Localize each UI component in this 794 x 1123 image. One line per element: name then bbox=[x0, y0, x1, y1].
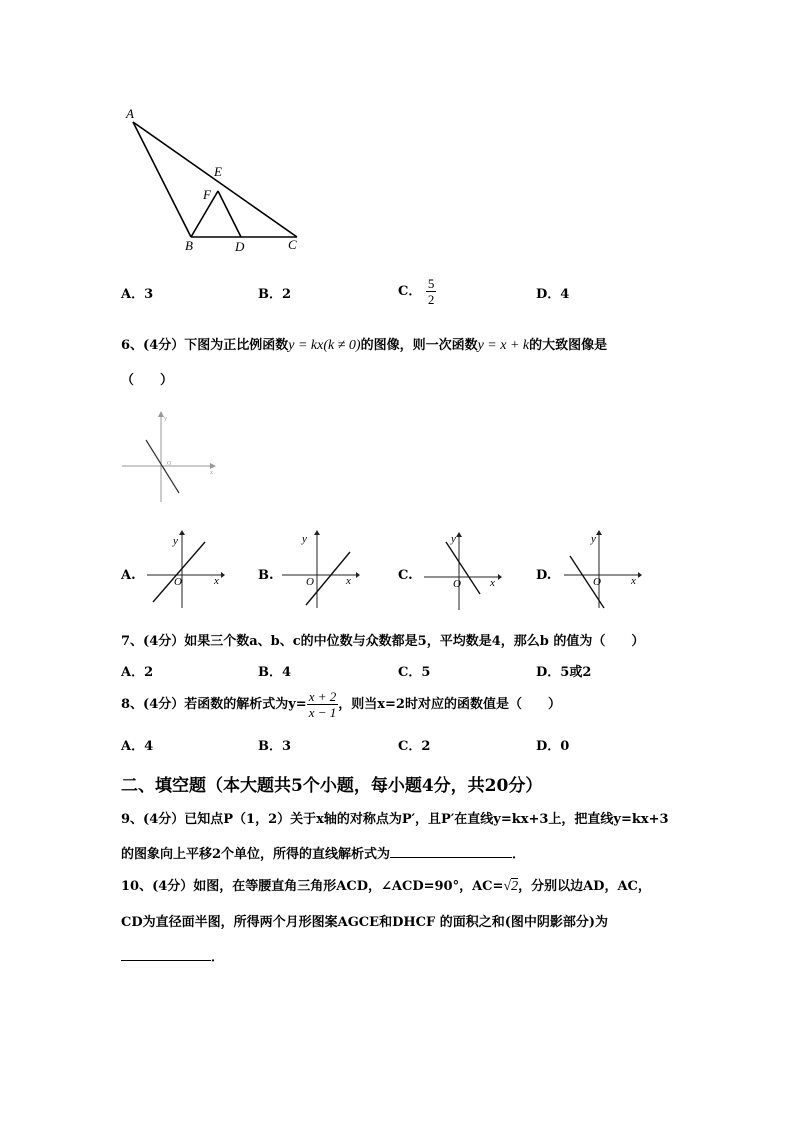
origin-label: O bbox=[174, 576, 182, 588]
label-D: D bbox=[235, 239, 245, 254]
label-F: F bbox=[203, 187, 211, 202]
q8-option-a: A．4 bbox=[121, 739, 154, 754]
q8-option-c: C．2 bbox=[398, 739, 431, 754]
q10-line-3 bbox=[121, 946, 224, 967]
q6-option-c-graph bbox=[422, 532, 502, 612]
q5-option-b: B．2 bbox=[258, 287, 292, 302]
x-axis-label: x bbox=[214, 575, 219, 587]
q6-suffix: 的大致图像是 bbox=[529, 338, 608, 353]
q6-formula-2: y = x + k bbox=[477, 338, 530, 353]
q7-option-d: D．5或2 bbox=[536, 665, 592, 680]
q8-option-b: B．3 bbox=[258, 739, 292, 754]
origin-label: O bbox=[593, 576, 601, 588]
origin-label: O bbox=[306, 576, 314, 588]
q10-answer-blank bbox=[121, 946, 211, 961]
q5-option-a: A．3 bbox=[121, 287, 154, 302]
q6-option-a-label: A. bbox=[121, 568, 136, 583]
q8-prefix: 8、(4分）若函数的解析式为y= bbox=[121, 697, 307, 712]
x-axis-label: x bbox=[210, 470, 213, 476]
origin-label: O bbox=[453, 578, 461, 590]
q10-line-1-suffix: ，分别以边AD，AC， bbox=[518, 879, 651, 894]
y-axis-label: y bbox=[173, 535, 178, 547]
q6-option-b-graph bbox=[280, 530, 360, 610]
q7-option-c: C．5 bbox=[398, 665, 431, 680]
q6-question bbox=[121, 337, 607, 355]
q10-line-2: CD为直径面半图，所得两个月形图案AGCE和DHCF 的面积之和(图中阴影部分)为 bbox=[121, 915, 609, 930]
q6-condition: (k ≠ 0) bbox=[323, 338, 361, 353]
x-axis-label: x bbox=[346, 575, 351, 587]
q6-formula-1: y = kx bbox=[288, 338, 324, 353]
fraction-numerator: 5 bbox=[427, 276, 435, 291]
q6-prefix: 6、(4分）下图为正比例函数 bbox=[121, 338, 289, 353]
label-C: C bbox=[288, 237, 297, 252]
q6-option-d-graph bbox=[562, 530, 642, 610]
q9-answer-blank bbox=[390, 843, 512, 858]
q5-option-c-label: C． bbox=[398, 284, 422, 299]
y-axis-label: y bbox=[302, 533, 307, 545]
segment-FD bbox=[218, 191, 241, 237]
y-axis-label: y bbox=[164, 416, 167, 422]
radicand: 2 bbox=[511, 879, 519, 894]
q6-option-a-graph bbox=[145, 530, 225, 610]
q6-given-graph bbox=[118, 410, 218, 505]
triangle-figure bbox=[110, 100, 320, 260]
section-2-heading: 二、填空题（本大题共5个小题，每小题4分，共20分） bbox=[121, 776, 543, 796]
y-axis-label: y bbox=[451, 533, 456, 545]
label-E: E bbox=[214, 164, 222, 179]
q6-option-c-label: C. bbox=[398, 568, 413, 583]
q5-option-c bbox=[398, 276, 436, 307]
q8-fraction bbox=[307, 689, 339, 720]
x-axis-label: x bbox=[631, 575, 636, 587]
segment-AB bbox=[133, 122, 191, 237]
radical: √2 bbox=[503, 879, 519, 894]
q8-question bbox=[121, 689, 561, 720]
origin-label: O bbox=[167, 461, 172, 467]
q8-option-d: D．0 bbox=[536, 739, 570, 754]
q7-question: 7、(4分）如果三个数a、b、c的中位数与众数都是5，平均数是4，那么b 的值为（ ） bbox=[121, 634, 645, 649]
q7-option-a: A．2 bbox=[121, 665, 154, 680]
q5-option-d: D．4 bbox=[536, 287, 570, 302]
q9-line-2 bbox=[121, 843, 525, 864]
q6-answer-paren: （ ） bbox=[121, 373, 174, 388]
label-B: B bbox=[185, 238, 193, 253]
q9-line-1: 9、(4分）已知点P（1，2）关于x轴的对称点为P′，且P′在直线y=kx+3上，把直线y=kx+3 bbox=[121, 812, 669, 827]
fraction-numerator: x + 2 bbox=[308, 689, 337, 704]
q9-line-2-text: 的图象向上平移2个单位，所得的直线解析式为 bbox=[121, 847, 391, 862]
q5-option-c-fraction bbox=[426, 276, 437, 307]
y-axis-label: y bbox=[591, 533, 596, 545]
q9-end: ． bbox=[512, 847, 526, 862]
q7-option-b: B．4 bbox=[258, 665, 292, 680]
q6-option-d-label: D. bbox=[536, 568, 552, 583]
q6-mid: 的图像，则一次函数 bbox=[360, 338, 478, 353]
fraction-denominator: 2 bbox=[427, 292, 435, 307]
q8-suffix: ，则当x=2时对应的函数值是（ ） bbox=[338, 697, 561, 712]
q10-end: ． bbox=[211, 950, 225, 965]
fraction-denominator: x − 1 bbox=[308, 705, 337, 720]
q6-option-b-label: B. bbox=[258, 568, 274, 583]
q10-line-1 bbox=[121, 878, 651, 896]
x-axis-label: x bbox=[490, 577, 495, 589]
label-A: A bbox=[126, 106, 134, 121]
q10-line-1-prefix: 10、(4分）如图，在等腰直角三角形ACD，∠ACD=90°，AC= bbox=[121, 879, 504, 894]
